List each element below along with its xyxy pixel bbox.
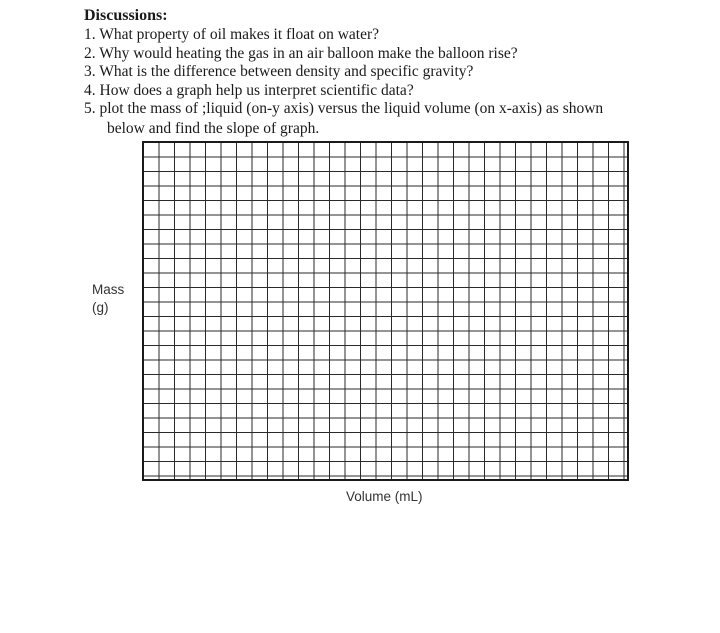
question-text: plot the mass of ;liquid (on-y axis) versus the liquid volume (on x-axis) as shown xyxy=(99,100,604,117)
question-number: 1. xyxy=(84,26,96,43)
section-heading: Discussions: xyxy=(84,7,168,24)
x-axis-label: Volume (mL) xyxy=(346,489,423,504)
question-text: What is the difference between density and specific gravity? xyxy=(99,63,474,80)
y-axis-label-unit: (g) xyxy=(92,300,109,315)
question-text: How does a graph help us interpret scientific data? xyxy=(99,81,414,99)
graph-paper-grid xyxy=(142,141,629,481)
question-1 xyxy=(84,26,379,45)
question-text: Why would heating the gas in an air balloon make the balloon rise? xyxy=(99,44,518,62)
question-3 xyxy=(84,63,473,82)
y-axis-label-line: Mass xyxy=(92,282,125,297)
question-number: 4. xyxy=(84,81,96,99)
question-5-continuation: below and find the slope of graph. xyxy=(107,120,320,137)
question-number: 3. xyxy=(84,63,96,80)
question-4 xyxy=(84,82,414,101)
question-number: 5. xyxy=(84,100,96,117)
y-axis-label xyxy=(92,281,124,317)
question-5 xyxy=(84,100,603,119)
question-text: What property of oil makes it float on water? xyxy=(99,26,379,43)
question-2 xyxy=(84,45,518,64)
question-number: 2. xyxy=(84,44,96,62)
